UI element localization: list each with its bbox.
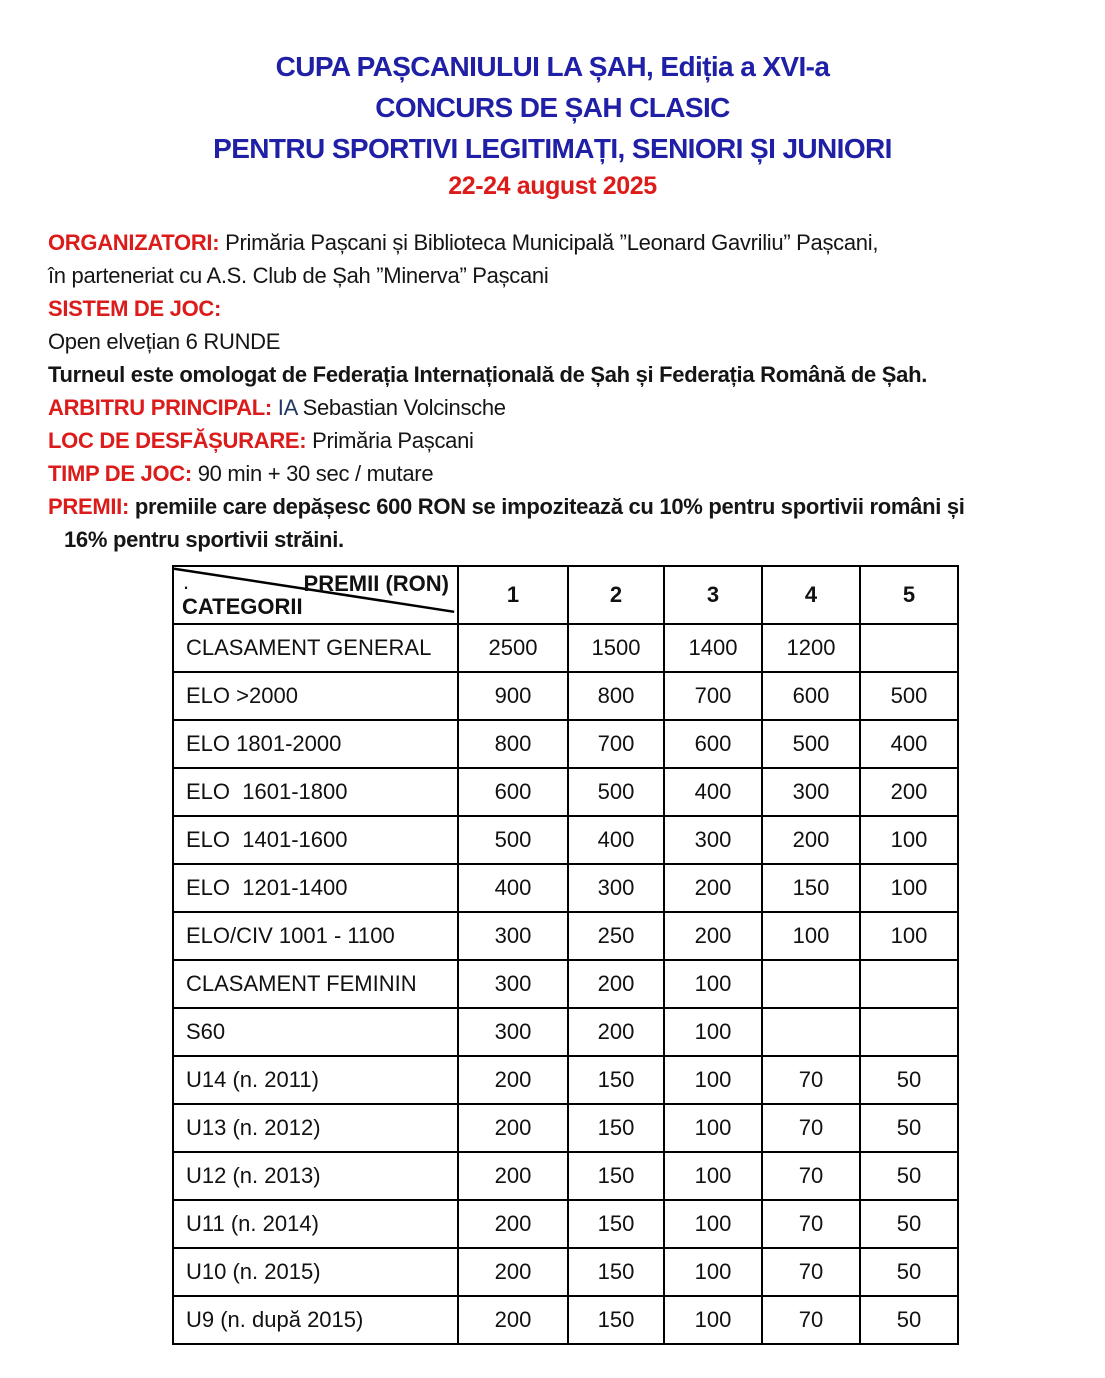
prize-value-cell: 700 [664,672,762,720]
prize-value-cell: 300 [664,816,762,864]
table-row [173,1008,958,1056]
category-cell: ELO 1401-1600 [173,816,458,864]
venue-label: LOC DE DESFĂȘURARE: [48,428,307,453]
prize-value-cell: 200 [664,864,762,912]
prize-value-cell: 100 [664,1152,762,1200]
prize-value-cell: 100 [664,1008,762,1056]
prize-value-cell: 100 [860,864,958,912]
prize-value-cell: 100 [860,816,958,864]
prize-value-cell: 400 [664,768,762,816]
prize-value-cell: 150 [568,1200,664,1248]
prize-value-cell: 400 [568,816,664,864]
system-label: SISTEM DE JOC: [48,296,222,321]
corner-dot: . [183,569,190,594]
prizes-text: premiile care depășesc 600 RON se impozitează cu 10% pentru sportivii români și [129,494,965,519]
column-header-2: 2 [568,566,664,624]
prize-value-cell: 100 [664,1248,762,1296]
prize-value-cell: 500 [860,672,958,720]
category-cell: U12 (n. 2013) [173,1152,458,1200]
prize-value-cell: 100 [664,1296,762,1344]
category-cell: U9 (n. după 2015) [173,1296,458,1344]
prize-value-cell: 70 [762,1248,860,1296]
column-header-4: 4 [762,566,860,624]
prize-value-cell: 50 [860,1296,958,1344]
system-line [48,292,1065,325]
table-row [173,1152,958,1200]
arbiter-name: Sebastian Volcinsche [296,395,506,420]
prize-value-cell: 50 [860,1104,958,1152]
prize-value-cell: 200 [762,816,860,864]
arbiter-line [48,391,1065,424]
prize-value-cell: 900 [458,672,568,720]
header-row [173,566,958,624]
prize-value-cell: 50 [860,1056,958,1104]
prize-value-cell: 1500 [568,624,664,672]
category-cell: U14 (n. 2011) [173,1056,458,1104]
organizers-line-2: în parteneriat cu A.S. Club de Șah ”Minerva” Pașcani [48,263,549,288]
table-row [173,864,958,912]
prize-value-cell: 700 [568,720,664,768]
prize-value-cell: 300 [762,768,860,816]
column-header-5: 5 [860,566,958,624]
table-row [173,1104,958,1152]
prize-value-cell: 300 [458,1008,568,1056]
prize-value-cell: 150 [568,1152,664,1200]
prize-value-cell [860,624,958,672]
category-cell: U13 (n. 2012) [173,1104,458,1152]
table-row [173,720,958,768]
column-header-3: 3 [664,566,762,624]
category-cell: ELO/CIV 1001 - 1100 [173,912,458,960]
corner-label-categorii: CATEGORII [182,594,303,619]
prize-value-cell: 100 [664,960,762,1008]
corner-label-premii: PREMII (RON) [303,571,449,596]
prize-value-cell: 400 [860,720,958,768]
prize-value-cell: 200 [458,1056,568,1104]
prize-value-cell: 200 [568,1008,664,1056]
category-cell: S60 [173,1008,458,1056]
system-text: Open elvețian 6 RUNDE [48,329,281,354]
time-label: TIMP DE JOC: [48,461,192,486]
prize-value-cell: 200 [458,1296,568,1344]
prize-value-cell: 200 [664,912,762,960]
homologation-line: Turneul este omologat de Federația Internațională de Șah și Federația Română de Șah. [48,362,928,387]
prize-value-cell [762,960,860,1008]
prize-value-cell: 50 [860,1200,958,1248]
prize-value-cell: 100 [762,912,860,960]
category-cell: CLASAMENT GENERAL [173,624,458,672]
prize-value-cell: 70 [762,1200,860,1248]
event-date: 22-24 august 2025 [448,172,657,200]
table-row [173,672,958,720]
prize-value-cell: 500 [762,720,860,768]
table-row [173,816,958,864]
prize-value-cell: 300 [458,960,568,1008]
prize-value-cell: 200 [568,960,664,1008]
category-cell: CLASAMENT FEMININ [173,960,458,1008]
arbiter-title: IA [271,395,297,420]
prize-value-cell: 300 [568,864,664,912]
category-cell: ELO 1601-1800 [173,768,458,816]
table-row [173,1248,958,1296]
prize-value-cell: 150 [568,1104,664,1152]
title-line-3: PENTRU SPORTIVI LEGITIMAȚI, SENIORI ȘI JUNIORI [213,133,892,164]
prizes-label: PREMII: [48,494,130,519]
prize-value-cell [860,1008,958,1056]
prize-value-cell: 600 [458,768,568,816]
document-header [0,0,1105,204]
prize-value-cell: 70 [762,1296,860,1344]
prize-value-cell: 300 [458,912,568,960]
prize-value-cell [762,1008,860,1056]
prize-value-cell: 400 [458,864,568,912]
prize-value-cell: 600 [664,720,762,768]
category-cell: ELO 1801-2000 [173,720,458,768]
prize-value-cell: 800 [458,720,568,768]
prize-table [172,565,959,1345]
info-block [48,226,1065,556]
table-row [173,624,958,672]
prize-value-cell: 50 [860,1152,958,1200]
prize-value-cell: 150 [568,1296,664,1344]
category-cell: ELO 1201-1400 [173,864,458,912]
table-row [173,1296,958,1344]
prize-table-body [173,624,958,1344]
category-cell: U10 (n. 2015) [173,1248,458,1296]
category-cell: U11 (n. 2014) [173,1200,458,1248]
table-row [173,1056,958,1104]
table-corner-cell [173,566,458,624]
time-text: 90 min + 30 sec / mutare [191,461,434,486]
category-cell: ELO >2000 [173,672,458,720]
prize-value-cell: 250 [568,912,664,960]
prize-value-cell: 200 [458,1248,568,1296]
prize-value-cell: 150 [568,1248,664,1296]
prize-value-cell: 200 [860,768,958,816]
prize-value-cell: 500 [458,816,568,864]
prize-value-cell: 2500 [458,624,568,672]
prize-value-cell: 800 [568,672,664,720]
prize-value-cell: 70 [762,1104,860,1152]
prizes-line [48,490,1065,523]
table-row [173,1200,958,1248]
time-line [48,457,1065,490]
title-line-2: CONCURS DE ȘAH CLASIC [375,92,730,123]
prize-value-cell: 200 [458,1152,568,1200]
prize-value-cell: 500 [568,768,664,816]
column-header-1: 1 [458,566,568,624]
table-row [173,768,958,816]
prize-value-cell: 70 [762,1056,860,1104]
prize-table-header [173,566,958,624]
prize-value-cell: 600 [762,672,860,720]
prize-value-cell: 70 [762,1152,860,1200]
prize-value-cell: 100 [664,1104,762,1152]
prize-value-cell: 150 [568,1056,664,1104]
organizers-text: Primăria Pașcani și Biblioteca Municipală ”Leonard Gavriliu” Pașcani, [219,230,879,255]
prize-value-cell: 100 [664,1200,762,1248]
venue-line [48,424,1065,457]
prize-value-cell: 100 [664,1056,762,1104]
prize-value-cell: 200 [458,1200,568,1248]
prize-value-cell: 150 [762,864,860,912]
title-line-1: CUPA PAȘCANIULUI LA ȘAH, Ediția a XVI-a [275,51,830,82]
prize-value-cell: 100 [860,912,958,960]
prize-value-cell: 1400 [664,624,762,672]
prize-value-cell: 200 [458,1104,568,1152]
organizers-line [48,226,1065,259]
prizes-line-2: 16% pentru sportivii străini. [64,527,344,552]
venue-text: Primăria Pașcani [306,428,474,453]
prize-value-cell [860,960,958,1008]
arbiter-label: ARBITRU PRINCIPAL: [48,395,272,420]
table-row [173,960,958,1008]
prize-value-cell: 1200 [762,624,860,672]
table-row [173,912,958,960]
prize-value-cell: 50 [860,1248,958,1296]
organizers-label: ORGANIZATORI: [48,230,220,255]
